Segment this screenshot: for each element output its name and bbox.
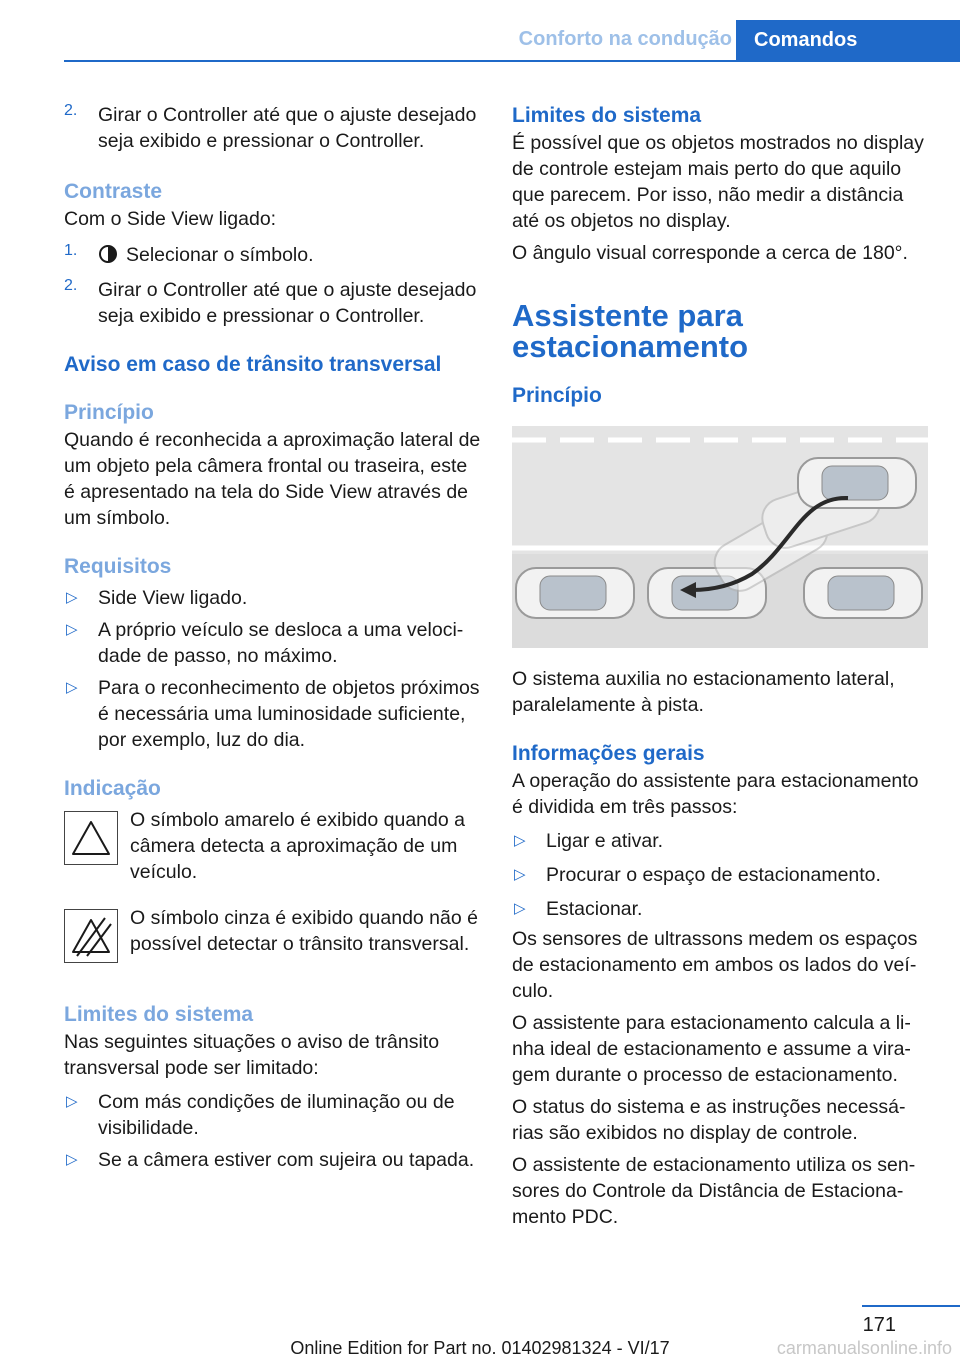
steps-list	[512, 828, 930, 922]
list-item: ▷ Com más condições de iluminação ou de visibilidade.	[66, 1091, 455, 1139]
triangle-bullet-icon: ▷	[66, 621, 78, 638]
limits-heading-right: Limites do sistema	[512, 104, 702, 127]
requirements-list	[64, 585, 482, 753]
left-column	[64, 102, 482, 1179]
triangle-bullet-icon: ▷	[514, 900, 526, 917]
step-text: Girar o Controller até que o ajuste desejado seja exibido e pressionar o Controller.	[98, 279, 477, 327]
limits-text-2: O ângulo visual corresponde a cerca de 180°.	[512, 242, 908, 264]
limits-list	[64, 1089, 482, 1173]
principle-text: Quando é reconhecida a aproximação lateral de um objeto pela câmera frontal ou traseira, este é apresentado na tela do Side View através de um símbolo.	[64, 429, 481, 529]
footer-rule	[862, 1305, 960, 1307]
triangle-bullet-icon: ▷	[66, 589, 78, 606]
header-section-title: Conforto na condução	[518, 28, 732, 50]
step-text: Selecionar o símbolo.	[126, 244, 314, 266]
indication-gray-row	[64, 905, 482, 965]
indication-gray-text: O símbolo cinza é exibido quando não é possível detectar o trânsito transversal.	[130, 907, 478, 955]
list-item	[64, 242, 482, 271]
limits-text-1: É possível que os objetos mostrados no display de controle estejam mais perto do que aquilo que parecem. Por isso, não medir a distância até os objetos no display.	[512, 132, 924, 232]
list-item	[64, 277, 482, 329]
triangle-bullet-icon: ▷	[514, 832, 526, 849]
contrast-icon	[98, 244, 118, 271]
indication-yellow-text: O símbolo amarelo é exibido quando a câmera detecta a aproximação de um veículo.	[130, 809, 465, 883]
paragraph: O assistente para estacionamento calcula a linha ideal de estacionamento e assume a viragem durante o processo de estacionamento.	[512, 1012, 911, 1086]
limits-heading: Limites do sistema	[64, 1003, 254, 1026]
principle-heading-right: Princípio	[512, 384, 602, 407]
triangle-bullet-icon: ▷	[66, 1151, 78, 1168]
warning-triangle-crossed-icon	[64, 909, 118, 963]
parked-car-icon	[804, 568, 922, 618]
parking-illustration	[512, 426, 928, 648]
limits-intro: Nas seguintes situações o aviso de trânsito transversal pode ser limitado:	[64, 1031, 440, 1079]
cross-traffic-heading: Aviso em caso de trânsito transversal	[64, 353, 442, 376]
paragraph: O status do sistema e as instruções necessárias são exibidos no display de controle.	[512, 1096, 906, 1144]
contrast-intro: Com o Side View ligado:	[64, 208, 277, 230]
general-heading: Informações gerais	[512, 742, 705, 765]
contrast-heading: Contraste	[64, 180, 163, 203]
edition-line: Online Edition for Part no. 01402981324 - VI/17	[290, 1338, 670, 1358]
watermark: carmanualsonline.info	[776, 1338, 952, 1358]
parked-car-icon	[516, 568, 634, 618]
paragraph: Os sensores de ultrassons medem os espaços de estacionamento em ambos os lados do veículo.	[512, 928, 918, 1002]
list-item: ▷ Se a câmera estiver com sujeira ou tapada.	[66, 1149, 475, 1171]
right-column	[512, 102, 930, 1230]
step-number: 1.	[64, 242, 78, 259]
paragraph: O assistente de estacionamento utiliza os sensores do Controle da Distância de Estacionamento PDC.	[512, 1154, 916, 1228]
triangle-bullet-icon: ▷	[66, 1093, 78, 1110]
header-chapter-tab: Comandos	[736, 20, 960, 62]
step-number: 2.	[64, 102, 78, 119]
indication-heading: Indicação	[64, 777, 161, 800]
triangle-bullet-icon: ▷	[514, 866, 526, 883]
list-item: ▷ Para o reconhecimento de objetos próximos é necessária uma luminosidade suficiente, por exemplo, luz do dia.	[66, 677, 480, 751]
indication-yellow-row	[64, 807, 482, 885]
principle-text-right: O sistema auxilia no estacionamento lateral, paralelamente à pista.	[512, 668, 895, 716]
step-text: Girar o Controller até que o ajuste desejado seja exibido e pressionar o Controller.	[98, 104, 477, 152]
moving-car-icon	[798, 458, 916, 508]
list-item: ▷ Procurar o espaço de estacionamento.	[514, 864, 881, 886]
triangle-bullet-icon: ▷	[66, 679, 78, 696]
list-item: ▷ A próprio veículo se desloca a uma velocidade de passo, no máximo.	[66, 619, 464, 667]
step-number: 2.	[64, 277, 78, 294]
list-item: ▷ Estacionar.	[514, 898, 643, 920]
warning-triangle-icon	[64, 811, 118, 865]
principle-heading: Princípio	[64, 401, 154, 424]
assistant-heading: Assistente para estacionamento	[512, 298, 749, 364]
list-item: ▷ Side View ligado.	[66, 587, 248, 609]
header-rule	[64, 60, 960, 62]
general-intro: A operação do assistente para estacionamento é dividida em três passos:	[512, 770, 919, 818]
list-item	[64, 102, 482, 154]
requirements-heading: Requisitos	[64, 555, 172, 578]
page-number: 171	[862, 1314, 896, 1336]
list-item: ▷ Ligar e ativar.	[514, 830, 664, 852]
